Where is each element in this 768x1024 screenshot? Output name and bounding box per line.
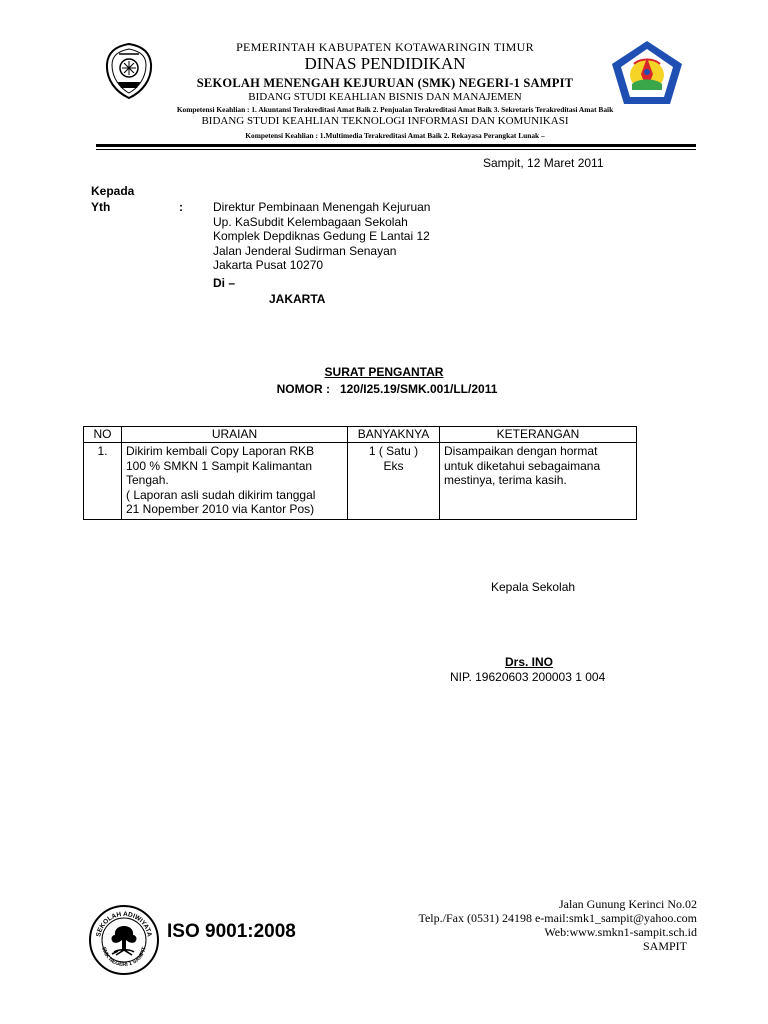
header-uraian: URAIAN bbox=[122, 427, 348, 443]
recipient-address bbox=[213, 200, 430, 273]
table-row bbox=[84, 443, 637, 520]
recipient-address-line: Direktur Pembinaan Menengah Kejuruan bbox=[213, 200, 431, 214]
letter-title: SURAT PENGANTAR bbox=[324, 365, 444, 379]
school-logo bbox=[610, 40, 684, 106]
letterhead-competency-it: Kompetensi Keahlian : 1.Multimedia Terakreditasi Amat Baik 2. Rekayasa Perangkat Lunak – bbox=[245, 131, 545, 140]
cell-line: untuk diketahui sebagaimana bbox=[444, 458, 601, 473]
cell-line: 1 ( Satu ) bbox=[368, 444, 419, 458]
header-banyaknya: BANYAKNYA bbox=[348, 427, 440, 443]
cell-line: mestinya, terima kasih. bbox=[444, 473, 567, 487]
seal-top-text: SEKOLAH ADIWIYATA bbox=[95, 910, 153, 938]
cell-line: ( Laporan asli sudah dikirim tanggal bbox=[126, 487, 316, 502]
recipient-address-line: Jakarta Pusat 10270 bbox=[213, 258, 324, 272]
letterhead-school: SEKOLAH MENENGAH KEJURUAN (SMK) NEGERI-1 SAMPIT bbox=[196, 76, 574, 90]
letter-date: Sampit, 12 Maret 2011 bbox=[483, 156, 604, 170]
letterhead-rule-thick bbox=[96, 144, 696, 147]
letterhead-field-it: BIDANG STUDI KEAHLIAN TEKNOLOGI INFORMASI DAN KOMUNIKASI bbox=[201, 115, 569, 127]
cell-line: 100 % SMKN 1 Sampit Kalimantan bbox=[126, 458, 313, 473]
cell-line: Tengah. bbox=[126, 473, 169, 487]
footer-address-line: Web:www.smkn1-sampit.sch.id bbox=[544, 925, 697, 939]
recipient-yth: Yth bbox=[91, 200, 111, 214]
table-header-row bbox=[84, 427, 637, 443]
header-keterangan: KETERANGAN bbox=[440, 427, 637, 443]
cell-uraian bbox=[122, 443, 348, 520]
letterhead-competency-business: Kompetensi Keahlian : 1. Akuntansi Terakreditasi Amat Baik 2. Penjualan Terakreditasi Amat Baik 3. Sekretaris Terakreditasi Amat Baik bbox=[176, 105, 614, 114]
iso-certification: ISO 9001:2008 bbox=[167, 921, 296, 942]
letterhead-department: DINAS PENDIDIKAN bbox=[304, 54, 466, 73]
recipient-kepada: Kepada bbox=[91, 184, 135, 198]
letterhead-government: PEMERINTAH KABUPATEN KOTAWARINGIN TIMUR bbox=[236, 40, 534, 54]
items-table bbox=[83, 426, 637, 520]
footer-address-line: SAMPIT bbox=[642, 939, 687, 953]
recipient-di: Di – bbox=[213, 276, 236, 290]
cell-no: 1. bbox=[84, 443, 122, 520]
signature-position: Kepala Sekolah bbox=[491, 580, 576, 594]
signature-name: Drs. INO bbox=[505, 655, 554, 669]
recipient-colon: : bbox=[179, 200, 183, 214]
cell-line: Dikirim kembali Copy Laporan RKB bbox=[126, 444, 315, 458]
recipient-address-line: Up. KaSubdit Kelembagaan Sekolah bbox=[213, 214, 408, 229]
adiwiyata-seal bbox=[88, 904, 160, 976]
recipient-address-line: Jalan Jenderal Sudirman Senayan bbox=[213, 243, 397, 258]
cell-line: 21 Nopember 2010 via Kantor Pos) bbox=[126, 502, 315, 516]
signature-nip: NIP. 19620603 200003 1 004 bbox=[450, 670, 606, 684]
cell-line: Disampaikan dengan hormat bbox=[444, 444, 598, 458]
letterhead-rule-thin bbox=[96, 149, 696, 150]
footer-address-line: Jalan Gunung Kerinci No.02 bbox=[559, 897, 697, 911]
recipient-address-line: Komplek Depdiknas Gedung E Lantai 12 bbox=[213, 229, 430, 243]
regency-emblem bbox=[104, 42, 154, 100]
header-no: NO bbox=[84, 427, 122, 443]
cell-line: Eks bbox=[383, 458, 404, 473]
cell-keterangan bbox=[440, 443, 637, 520]
seal-bottom-text: SMK NEGERI 1 SAMPIT bbox=[100, 946, 148, 969]
recipient-city: JAKARTA bbox=[269, 292, 326, 306]
cell-banyaknya bbox=[348, 443, 440, 520]
letterhead-field-business: BIDANG STUDI KEAHLIAN BISNIS DAN MANAJEMEN bbox=[248, 91, 522, 103]
footer-address bbox=[380, 897, 697, 953]
footer-address-line: Telp./Fax (0531) 24198 e-mail:smk1_sampit@yahoo.com bbox=[418, 911, 697, 925]
letter-number: NOMOR : 120/I25.19/SMK.001/LL/2011 bbox=[276, 382, 498, 396]
